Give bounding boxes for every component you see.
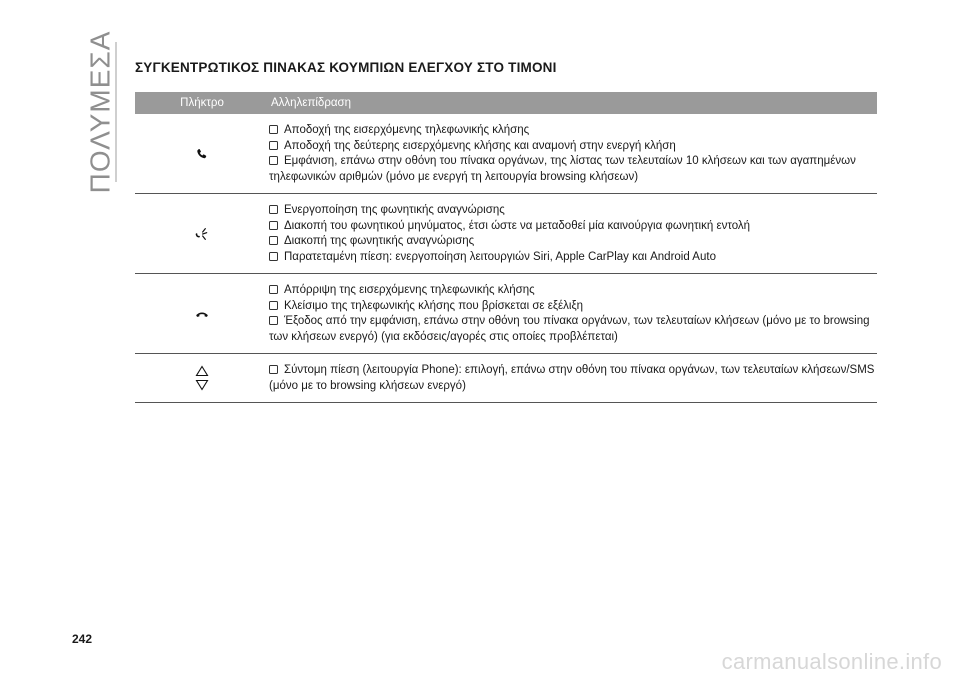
bullet-box-icon (269, 252, 278, 261)
phone-icon (195, 147, 209, 161)
key-cell (135, 194, 269, 273)
section-label-vertical (80, 30, 120, 194)
header-key: Πλήκτρο (180, 97, 224, 109)
list-item: Σύντομη πίεση (λειτουργία Phone): επιλογή, επάνω στην οθόνη του πίνακα οργάνων, των τελευταίων κλήσεων/SMS (μόνο με το browsing κλήσεων ενεργό) (269, 364, 875, 392)
list-item: Κλείσιμο της τηλεφωνικής κλήσης που βρίσκεται σε εξέλιξη (269, 299, 877, 315)
table-header (135, 92, 877, 114)
interaction-cell (269, 354, 877, 402)
section-label: ΠΟΛΥΜΕΣΑ (84, 30, 115, 194)
bullet-box-icon (269, 301, 278, 310)
bullet-box-icon (269, 205, 278, 214)
bullet-box-icon (269, 156, 278, 165)
list-item: Απόρριψη της εισερχόμενης τηλεφωνικής κλήσης (269, 283, 877, 299)
list-item: Παρατεταμένη πίεση: ενεργοποίηση λειτουργιών Siri, Apple CarPlay και Android Auto (269, 250, 877, 266)
header-interaction: Αλληλεπίδραση (271, 97, 352, 109)
bullet-box-icon (269, 236, 278, 245)
section-divider (115, 42, 117, 182)
list-item: Διακοπή της φωνητικής αναγνώρισης (269, 234, 877, 250)
up-down-arrows-icon (195, 365, 209, 391)
hang-up-icon (195, 310, 209, 318)
interaction-cell (269, 194, 877, 273)
controls-table (135, 92, 877, 403)
bullet-box-icon (269, 141, 278, 150)
list-item: Ενεργοποίηση της φωνητικής αναγνώρισης (269, 203, 877, 219)
interaction-cell (269, 114, 877, 193)
bullet-box-icon (269, 365, 278, 374)
table-row (135, 354, 877, 403)
key-cell (135, 354, 269, 402)
list-item: Έξοδος από την εμφάνιση, επάνω στην οθόνη του πίνακα οργάνων, των τελευταίων κλήσεων (μόνο με το browsing των κλήσεων ενεργό) (για εκδόσεις/αγορές στις οποίες προβλέπεται) (269, 315, 870, 343)
page-number: 242 (72, 632, 93, 646)
watermark: carmanualsonline.info (721, 649, 942, 674)
voice-recognition-icon (194, 226, 210, 242)
page-title: ΣΥΓΚΕΝΤΡΩΤΙΚΟΣ ΠΙΝΑΚΑΣ ΚΟΥΜΠΙΩΝ ΕΛΕΓΧΟΥ ΣΤΟ ΤΙΜΟΝΙ (135, 60, 557, 75)
list-item: Διακοπή του φωνητικού μηνύματος, έτσι ώστε να μεταδοθεί μία καινούργια φωνητική εντολή (269, 219, 877, 235)
list-item: Εμφάνιση, επάνω στην οθόνη του πίνακα οργάνων, της λίστας των τελευταίων 10 κλήσεων και των αγαπημένων τηλεφωνικών αριθμών (μόνο με ενεργή τη λειτουργία browsing κλήσεων) (269, 155, 856, 183)
bullet-box-icon (269, 221, 278, 230)
bullet-box-icon (269, 285, 278, 294)
bullet-box-icon (269, 316, 278, 325)
key-cell (135, 274, 269, 353)
list-item: Αποδοχή της δεύτερης εισερχόμενης κλήσης και αναμονή στην ενεργή κλήση (269, 139, 877, 155)
interaction-cell (269, 274, 877, 353)
table-row (135, 114, 877, 194)
table-row (135, 194, 877, 274)
key-cell (135, 114, 269, 193)
list-item: Αποδοχή της εισερχόμενης τηλεφωνικής κλήσης (269, 123, 877, 139)
table-row (135, 274, 877, 354)
bullet-box-icon (269, 125, 278, 134)
